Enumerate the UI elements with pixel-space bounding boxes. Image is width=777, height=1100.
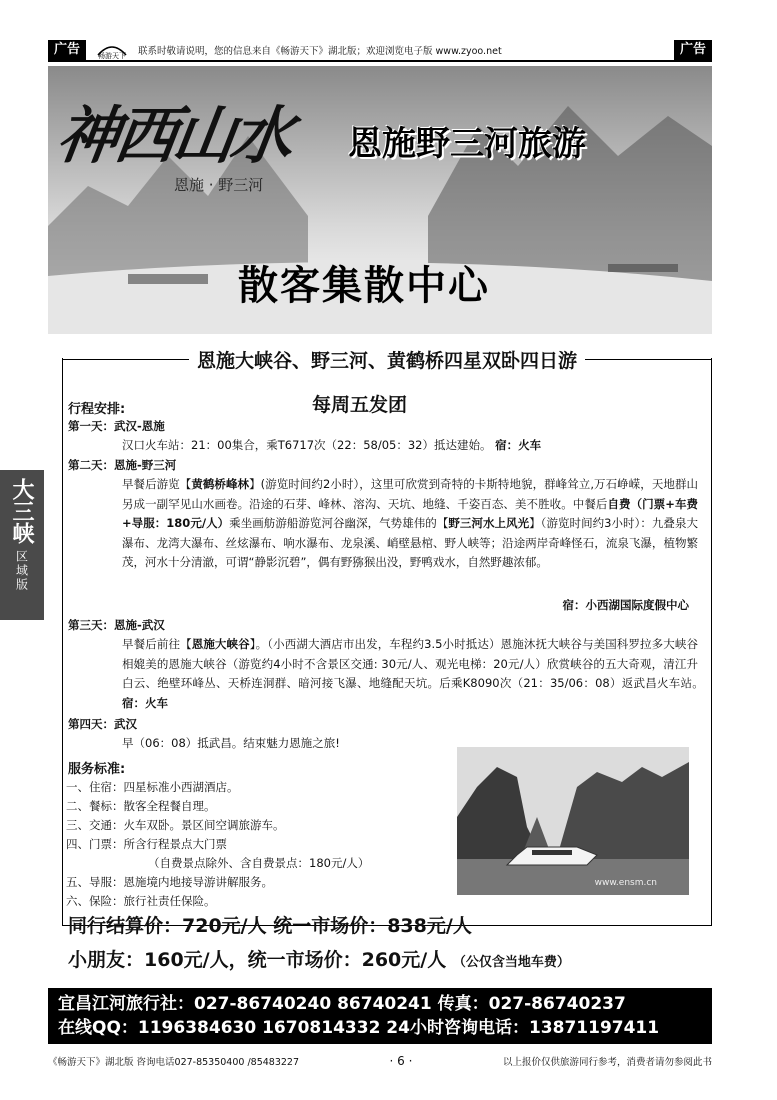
tour-title: 恩施大峡谷、野三河、黄鹤桥四星双卧四日游 bbox=[189, 346, 585, 373]
svg-text:畅游天下: 畅游天下 bbox=[98, 52, 127, 59]
service-item: （自费景点除外、含自费景点：180元/人） bbox=[148, 856, 370, 870]
day-1-title: 第一天：武汉-恩施 bbox=[68, 419, 165, 433]
region-side-tab bbox=[0, 470, 44, 620]
footer bbox=[48, 1054, 712, 1068]
schedule-label: 行程安排: bbox=[68, 402, 126, 417]
side-tab-subtitle: 区域版 bbox=[14, 550, 29, 592]
ad-label-right: 广告 bbox=[674, 40, 712, 60]
ad-label-left: 广告 bbox=[48, 40, 86, 60]
day-4-body: 早（06：08）抵武昌。结束魅力恩施之旅! bbox=[122, 736, 340, 750]
day-3-title: 第三天：恩施-武汉 bbox=[68, 618, 165, 632]
footer-left: 《畅游天下》湖北版 咨询电话027-85350400 /85483227 bbox=[48, 1057, 300, 1068]
weekly-departure: 每周五发团 bbox=[312, 394, 408, 416]
service-item: 四、门票：所含行程景点大门票 bbox=[66, 837, 227, 851]
service-item: 三、交通：火车双卧。景区间空调旅游车。 bbox=[66, 818, 285, 832]
header-bar bbox=[48, 40, 712, 62]
services-label: 服务标准: bbox=[68, 762, 126, 777]
service-item: 六、保险：旅行社责任保险。 bbox=[66, 894, 216, 908]
day-2-hotel: 宿：小西湖国际度假中心 bbox=[562, 598, 689, 612]
day-2-body: 早餐后游览【黄鹤桥峰林】(游览时间约2小时），这里可欣赏到奇特的卡斯特地貌，群峰耸立,万石峥嵘，天地群山另成一副罕见山水画卷。沿途的石芽、峰林、溶沟、天坑、地缝、千姿百态、美不胜收。中餐后自费（门票+车费+导服：180元/人）乘坐画舫游船游览河谷幽深，气势雄伟的【野三河水上风光】（游览时间约3小时）：九叠泉大瀑布、龙湾大瀑布、丝炫瀑布、响水瀑布、龙泉溪、峭壁悬棺、野人峡等；沿途两岸奇峰怪石，流泉飞瀑，植物繁茂，河水十分清澈，可谓“静影沉碧”，偶有野猕猴出没，野鸭戏水，自然野趣浓郁。 bbox=[122, 477, 699, 569]
day-2-title: 第二天：恩施-野三河 bbox=[68, 458, 177, 472]
service-item: 五、导服：恩施境内地接导游讲解服务。 bbox=[66, 875, 273, 889]
agency-line-2: 在线QQ：1196384630 1670814332 24小时咨询电话：13871197411 bbox=[58, 1018, 660, 1038]
distribution-center-title: 散客集散中心 bbox=[238, 262, 490, 309]
services-list bbox=[66, 778, 369, 911]
tour-title-row bbox=[62, 346, 712, 373]
hero-location: 恩施 · 野三河 bbox=[174, 176, 264, 194]
footer-right: 以上报价仅供旅游同行参考，消费者请勿参阅此书 bbox=[502, 1057, 712, 1068]
agency-contact-block bbox=[48, 988, 712, 1044]
side-tab-title: 大三峡 bbox=[9, 478, 35, 544]
day-4-title: 第四天：武汉 bbox=[68, 717, 137, 731]
page-number: · 6 · bbox=[389, 1054, 413, 1068]
hero-title: 恩施野三河旅游 bbox=[348, 124, 586, 164]
magazine-logo bbox=[92, 40, 132, 60]
contact-line: 联系时敬请说明，您的信息来自《畅游天下》湖北版；欢迎浏览电子版 www.zyoo.net bbox=[138, 46, 502, 57]
day-3-body: 早餐后前往【恩施大峡谷】。（小西湖大酒店市出发，车程约3.5小时抵达）恩施沐抚大峡谷与美国科罗拉多大峡谷相媲美的恩施大峡谷（游览约4小时不含景区交通: 30元/人、观光电梯：20元/人）欣赏峡谷的五大奇观，清江升白云、绝壁环峰丛、天桥连洞群、暗河接飞瀑、地缝配天坑。后乘K8090次（21：35/06：08）返武昌火车站。 宿：火车 bbox=[122, 637, 699, 710]
service-item: 二、餐标：散客全程餐自理。 bbox=[66, 799, 216, 813]
price-note: （公仅含当地车费） bbox=[452, 955, 570, 970]
calligraphy-logo: 神西山水 bbox=[52, 99, 295, 172]
agency-line-1: 宜昌江河旅行社：027-86740240 86740241 传真：027-86740237 bbox=[58, 994, 626, 1014]
price-line-2: 小朋友：160元/人，统一市场价：260元/人 （公仅含当地车费） bbox=[68, 949, 570, 971]
canyon-boat-photo bbox=[457, 747, 689, 895]
hero-banner bbox=[48, 66, 712, 334]
service-item: 一、住宿：四星标准小西湖酒店。 bbox=[66, 780, 239, 794]
day-1-body: 汉口火车站：21：00集合，乘T6717次（22：58/05：32）抵达建始。 宿：火车 bbox=[122, 438, 542, 452]
photo-watermark: www.ensm.cn bbox=[594, 878, 657, 888]
price-line-1: 同行结算价：720元/人 统一市场价：838元/人 bbox=[68, 915, 472, 937]
